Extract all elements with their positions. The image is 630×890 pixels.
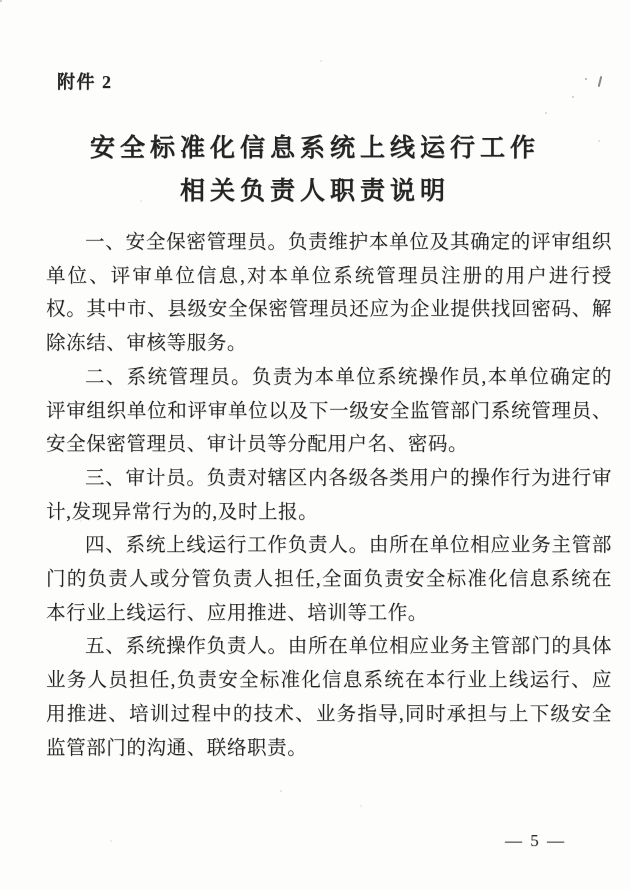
body-paragraph-1: 一、安全保密管理员。负责维护本单位及其确定的评审组织单位、评审单位信息,对本单位系统管理员注册的用户进行授权。其中市、县级安全保密管理员还应为企业提供找回密码、解除冻结、审核等服务。 [46, 232, 612, 355]
body-paragraph-4: 四、系统上线运行工作负责人。由所在单位相应业务主管部门的负责人或分管负责人担任,全面负责安全标准化信息系统在本行业上线运行、应用推进、培训等工作。 [46, 535, 612, 624]
document-title-line-2: 相关负责人职责说明 [179, 178, 450, 205]
document-body [46, 226, 612, 765]
attachment-label: 附件 2 [57, 72, 113, 92]
scan-artifact [598, 76, 603, 87]
body-paragraph-5: 五、系统操作负责人。由所在单位相应业务主管部门的具体业务人员担任,负责安全标准化信息系统在本行业上线运行、应用推进、培训过程中的技术、业务指导,同时承担与上下级安全监管部门的沟通、联络职责。 [46, 636, 612, 759]
document-title-line-1: 安全标准化信息系统上线运行工作 [89, 135, 540, 162]
body-paragraph-2: 二、系统管理员。负责为本单位系统操作员,本单位确定的评审组织单位和评审单位以及下一级安全监管部门系统管理员、安全保密管理员、审计员等分配用户名、密码。 [46, 366, 612, 456]
document-title [0, 127, 630, 213]
page-number: — 5 — [505, 831, 566, 850]
scan-noise [0, 0, 2, 2]
body-paragraph-3: 三、审计员。负责对辖区内各级各类用户的操作行为进行审计,发现异常行为的,及时上报。 [46, 467, 612, 523]
